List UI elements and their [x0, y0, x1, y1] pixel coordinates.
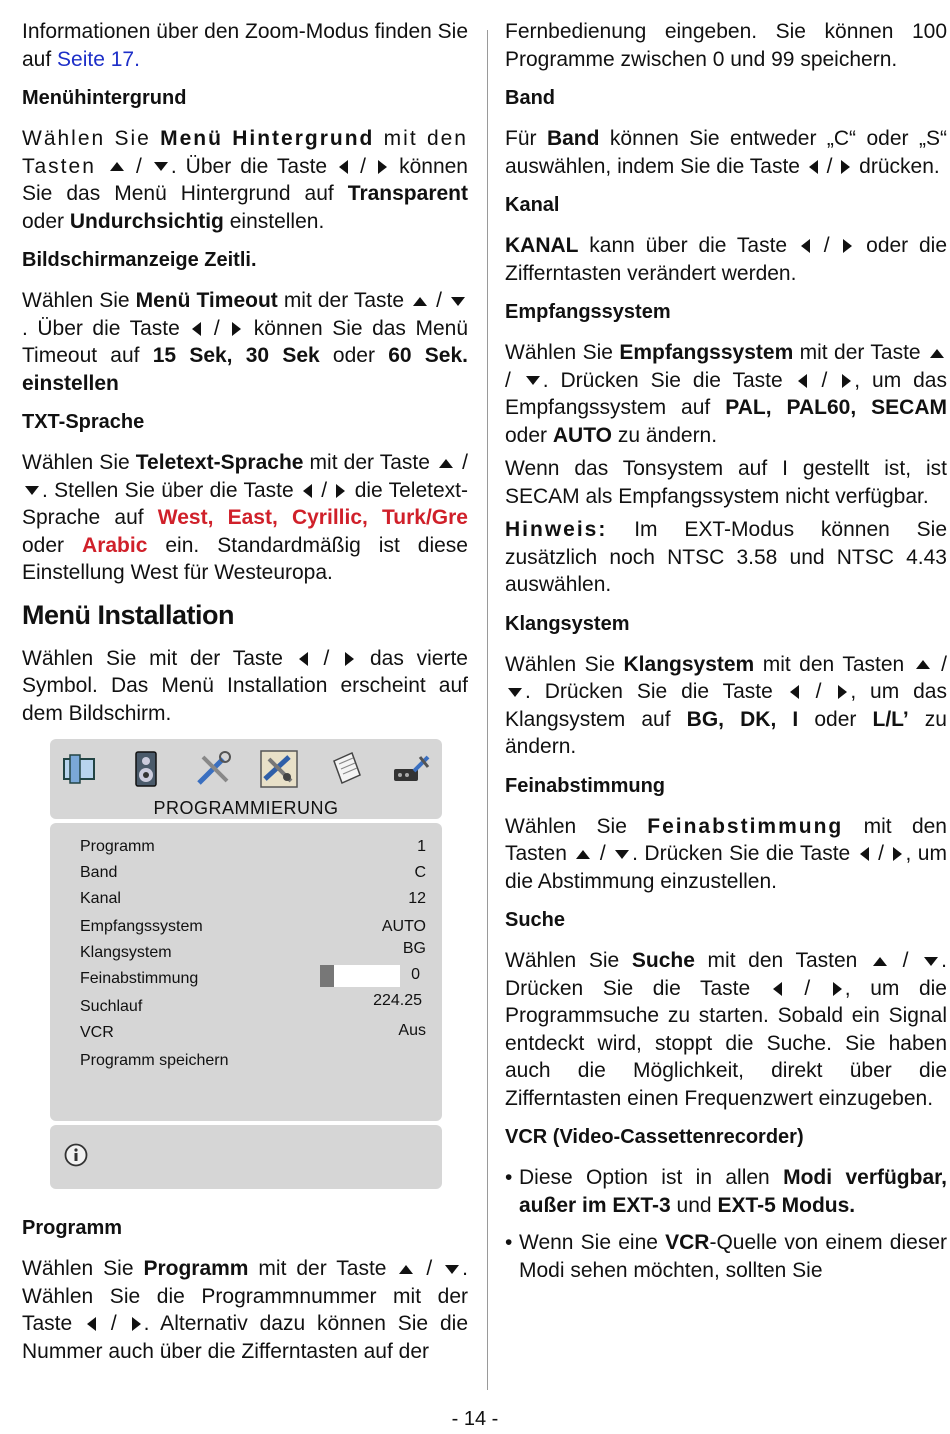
secam-note-paragraph: Wenn das Tonsystem auf I gestellt ist, ist SECAM als Empfangssystem nicht verfügbar.	[505, 457, 947, 508]
left-arrow-icon	[299, 652, 308, 666]
right-arrow-icon	[232, 322, 241, 336]
feinabstimmung-paragraph: Wählen Sie Feinabstimmung mit den Tasten / . Drücken Sie die Taste / , um die Abstimmung einzustellen.	[505, 814, 947, 893]
page-link[interactable]: Seite 17.	[57, 47, 140, 71]
heading-timeout: Bildschirmanzeige Zeitli.	[22, 249, 257, 271]
left-arrow-icon	[339, 160, 348, 174]
menu-row-suchlauf[interactable]: Suchlauf 224.25	[80, 992, 422, 1015]
up-arrow-icon	[916, 660, 930, 669]
klangsystem-paragraph: Wählen Sie Klangsystem mit den Tasten / . Drücken Sie die Taste / , um das Klangsystem auf BG, DK, I oder L/L’ zu ändern.	[505, 652, 947, 758]
menu-info-panel	[50, 1125, 442, 1189]
heading-suche: Suche	[505, 909, 566, 931]
left-arrow-icon	[809, 160, 818, 174]
vcr-list	[505, 1164, 947, 1284]
installation-paragraph: Wählen Sie mit der Taste / das vierte Symbol. Das Menü Installation erscheint auf dem Bildschirm.	[22, 646, 468, 725]
heading-txt-language: TXT-Sprache	[22, 411, 145, 433]
menu-row-kanal[interactable]: Kanal 12	[80, 890, 426, 907]
right-arrow-icon	[833, 982, 842, 996]
heading-kanal: Kanal	[505, 194, 560, 216]
page-number: - 14 -	[451, 1408, 499, 1430]
down-arrow-icon	[445, 1265, 459, 1274]
up-arrow-icon	[413, 297, 427, 306]
left-arrow-icon	[790, 685, 799, 699]
source-icon[interactable]	[392, 749, 432, 789]
menu-list-panel	[50, 823, 442, 1121]
info-icon[interactable]	[64, 1143, 88, 1167]
up-arrow-icon	[576, 850, 590, 859]
picture-icon[interactable]	[60, 749, 100, 789]
suche-paragraph: Wählen Sie Suche mit den Tasten / . Drücken Sie die Taste / , um die Programmsuche zu starten. Sobald ein Signal entdeckt wird, stoppt die Suche. Sie haben auch die Möglichkeit, direkt über die Zifferntasten einen Frequenzwert einzugeben.	[505, 949, 947, 1110]
heading-menu-background: Menühintergrund	[22, 87, 187, 109]
right-arrow-icon	[842, 374, 851, 388]
menu-row-klangsystem[interactable]: Klangsystem BG	[80, 940, 426, 961]
right-arrow-icon	[843, 239, 852, 253]
menu-title: PROGRAMMIERUNG	[153, 798, 339, 818]
list-item: • Wenn Sie eine VCR-Quelle von einem dieser Modi sehen möchten, sollten Sie	[505, 1229, 947, 1284]
heading-klangsystem: Klangsystem	[505, 612, 630, 635]
programm-paragraph: Wählen Sie Programm mit der Taste / . Wählen Sie die Programmnummer mit der Taste / . Alternativ dazu können Sie die Nummer auch über die Zifferntasten auf der	[22, 1257, 468, 1363]
right-arrow-icon	[336, 484, 345, 498]
right-column	[505, 18, 947, 1294]
band-paragraph: Für Band können Sie entweder „C“ oder „S“ auswählen, indem Sie die Taste / drücken.	[505, 127, 947, 178]
menu-background-paragraph: Wählen Sie Menü Hintergrund mit den Tasten / . Über die Taste / können Sie das Menü Hintergrund auf Transparent oder Undurchsichtig einstellen.	[22, 127, 468, 233]
programm-continued-paragraph: Fernbedienung eingeben. Sie können 100 Programme zwischen 0 und 99 speichern.	[505, 20, 947, 71]
down-arrow-icon	[526, 376, 540, 385]
left-column	[22, 18, 468, 1377]
tools-icon[interactable]	[193, 749, 233, 789]
down-arrow-icon	[924, 957, 938, 966]
menu-header-panel	[50, 739, 442, 819]
heading-vcr: VCR (Video-Cassettenrecorder)	[505, 1126, 804, 1148]
up-arrow-icon	[110, 162, 124, 171]
down-arrow-icon	[508, 688, 522, 697]
menu-row-vcr[interactable]: VCR Aus	[80, 1022, 426, 1041]
heading-installation: Menü Installation	[22, 599, 235, 630]
speaker-icon[interactable]	[126, 749, 166, 789]
left-arrow-icon	[87, 1317, 96, 1331]
right-arrow-icon	[838, 685, 847, 699]
menu-row-programm[interactable]: Programm 1	[80, 838, 426, 855]
up-arrow-icon	[439, 459, 453, 468]
left-arrow-icon	[773, 982, 782, 996]
hint-paragraph: Hinweis: Im EXT-Modus können Sie zusätzlich noch NTSC 3.58 und NTSC 4.43 auswählen.	[505, 518, 947, 596]
left-arrow-icon	[798, 374, 807, 388]
right-arrow-icon	[378, 160, 387, 174]
down-arrow-icon	[615, 850, 629, 859]
heading-programm: Programm	[22, 1217, 123, 1239]
down-arrow-icon	[154, 162, 168, 171]
zoom-paragraph: Informationen über den Zoom-Modus finden Sie auf Seite 17.	[22, 20, 468, 71]
right-arrow-icon	[841, 160, 850, 174]
fine-tuning-bar[interactable]	[320, 965, 400, 987]
installation-icon[interactable]	[259, 749, 299, 789]
up-arrow-icon	[399, 1265, 413, 1274]
menu-row-band[interactable]: Band C	[80, 864, 426, 881]
heading-band: Band	[505, 87, 555, 109]
right-arrow-icon	[345, 652, 354, 666]
left-arrow-icon	[860, 847, 869, 861]
column-divider	[487, 30, 488, 1390]
menu-row-empfangssystem[interactable]: Empfangssystem AUTO	[80, 918, 426, 935]
programming-menu	[50, 739, 442, 1189]
up-arrow-icon	[930, 349, 944, 358]
document-icon[interactable]	[326, 749, 366, 789]
menu-row-programm-speichern[interactable]: Programm speichern	[80, 1052, 229, 1069]
up-arrow-icon	[873, 957, 887, 966]
down-arrow-icon	[25, 486, 39, 495]
menu-row-feinabstimmung[interactable]: Feinabstimmung 0	[80, 966, 420, 987]
right-arrow-icon	[132, 1317, 141, 1331]
list-item: • Diese Option ist in allen Modi verfügbar, außer im EXT-3 und EXT-5 Modus.	[505, 1164, 947, 1219]
txt-language-paragraph: Wählen Sie Teletext-Sprache mit der Taste / . Stellen Sie über die Taste / die Teletext-Sprache auf West, East, Cyrillic, Turk/Gre oder Arabic ein. Standardmäßig ist diese Einstellung West für Westeuropa.	[22, 451, 469, 584]
empfangssystem-paragraph: Wählen Sie Empfangssystem mit der Taste / . Drücken Sie die Taste / , um das Empfangssystem auf PAL, PAL60, SECAM oder AUTO zu ändern.	[505, 341, 947, 447]
heading-empfangssystem: Empfangssystem	[505, 301, 671, 323]
fine-tuning-slider[interactable]	[320, 965, 334, 987]
left-arrow-icon	[801, 239, 810, 253]
left-arrow-icon	[192, 322, 201, 336]
down-arrow-icon	[451, 297, 465, 306]
right-arrow-icon	[893, 847, 902, 861]
heading-feinabstimmung: Feinabstimmung	[505, 774, 666, 797]
kanal-paragraph: KANAL kann über die Taste / oder die Zifferntasten verändert werden.	[505, 234, 947, 285]
timeout-paragraph: Wählen Sie Menü Timeout mit der Taste / . Über die Taste / können Sie das Menü Timeout auf 15 Sek, 30 Sek oder 60 Sek. einstellen	[22, 289, 468, 395]
left-arrow-icon	[303, 484, 312, 498]
